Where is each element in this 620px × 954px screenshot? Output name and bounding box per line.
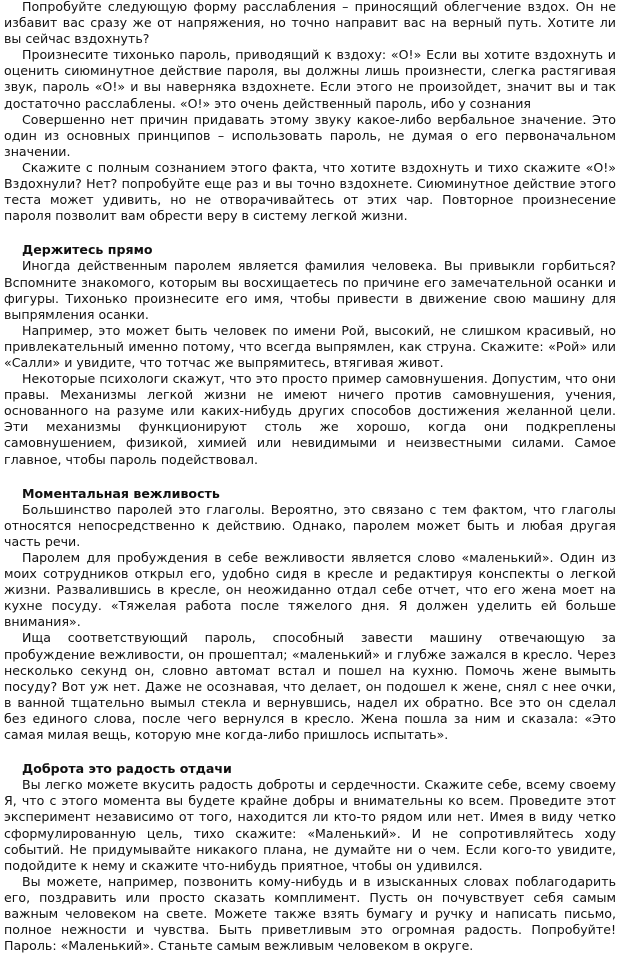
section-gap — [4, 224, 616, 242]
section-gap — [4, 468, 616, 486]
paragraph: Иногда действенным паролем является фамилия человека. Вы привыкли горбиться? Вспомните знакомого, которым вы восхищаетесь по причине его замечательной осанки и фигуры. Тихонько произнесите его имя, чтобы привести в движение свою машину для выпрямления осанки. — [4, 258, 616, 322]
paragraph: Произнесите тихонько пароль, приводящий к вздоху: «О!» Если вы хотите вздохнуть и оценить сиюминутное действие пароля, вы должны лишь произнести, слегка растягивая звук, пароль «О!» и вы наверняка вздохнете. Если этого не произойдет, значит вы и так достаточно расслаблены. «О!» это очень действенный пароль, ибо у сознания — [4, 47, 616, 111]
paragraph: Паролем для пробуждения в себе вежливости является слово «маленький». Один из моих сотрудников открыл его, удобно сидя в кресле и редактируя конспекты о легкой жизни. Развалившись в кресле, он неожиданно отдал себе отчет, что его жена моет на кухне посуду. «Тяжелая работа после тяжелого дня. Я должен уделить ей больше внимания». — [4, 550, 616, 630]
section-heading: Держитесь прямо — [22, 242, 153, 258]
section-heading: Доброта это радость отдачи — [22, 761, 232, 777]
paragraph: Большинство паролей это глаголы. Вероятно, это связано с тем фактом, что глаголы относятся непосредственно к действию. Однако, паролем может быть и любая другая часть речи. — [4, 501, 616, 549]
section-gap — [4, 743, 616, 761]
section-heading: Моментальная вежливость — [22, 485, 220, 501]
paragraph: Вы легко можете вкусить радость доброты и сердечности. Скажите себе, всему своему Я, что с этого момента вы будете крайне добры и внимательны ко всем. Проведите этот эксперимент независимо от того, находится ли кто-то рядом или нет. Имея в виду четко сформулированную цель, тихо скажите: «Маленький». И не сопротивляйтесь ходу событий. Не придумывайте никакого плана, не думайте ни о чем. Если кого-то увидите, подойдите к нему и скажите что-нибудь приятное, чтобы он удивился. — [4, 777, 616, 873]
paragraph: Например, это может быть человек по имени Рой, высокий, не слишком красивый, но привлекательный именно потому, что всегда выпрямлен, как струна. Скажите: «Рой» или «Салли» и увидите, что тотчас же выпрямитесь, втягивая живот. — [4, 322, 616, 370]
paragraph: Попробуйте следующую форму расслабления – приносящий облегчение вздох. Он не избавит вас сразу же от напряжения, но точно направит вас на верный путь. Хотите ли вы сейчас вздохнуть? — [4, 0, 616, 47]
paragraph: Совершенно нет причин придавать этому звуку какое-либо вербальное значение. Это один из основных принципов – использовать пароль, не думая о его первоначальном значении. — [4, 111, 616, 159]
paragraph: Некоторые психологи скажут, что это просто пример самовнушения. Допустим, что они правы. Механизмы легкой жизни не имеют ничего против самовнушения, учения, основанного на разуме или каких-нибудь других способов достижения желанной цели. Эти механизмы функционируют столь же хорошо, когда они подкреплены самовнушением, физикой, химией или невидимыми и неизвестными силами. Самое главное, чтобы пароль подействовал. — [4, 371, 616, 467]
paragraph: Ища соответствующий пароль, способный завести машину отвечающую за пробуждение вежливости, он прошептал; «маленький» и глубже зажался в кресло. Через несколько секунд он, словно автомат встал и пошел на кухню. Помочь жене вымыть посуду? Вот уж нет. Даже не осознавая, что делает, он подошел к жене, снял с нее очки, в ванной тщательно вымыл стекла и вернувшись, надел их обратно. Все это он сделал без единого слова, после чего вернулся в кресло. Жена пошла за ним и сказала: «Это самая милая вещь, которую мне когда-либо пришлось испытать». — [4, 630, 616, 743]
paragraph: Скажите с полным сознанием этого факта, что хотите вздохнуть и тихо скажите «О!» Вздохнули? Нет? попробуйте еще раз и вы точно вздохнете. Сиюминутное действие этого теста может удивить, но не отворачивайтесь от этих чар. Повторное произнесение пароля позволит вам обрести веру в систему легкой жизни. — [4, 159, 616, 224]
paragraph: Вы можете, например, позвонить кому-нибудь и в изысканных словах поблагодарить его, поздравить или просто сказать комплимент. Пусть он почувствует себя самым важным человеком на свете. Можете также взять бумагу и ручку и написать письмо, полное нежности и чувства. Быть приветливым это огромная радость. Попробуйте! Пароль: «Маленький». Станьте самым вежливым человеком в округе. — [4, 873, 616, 954]
